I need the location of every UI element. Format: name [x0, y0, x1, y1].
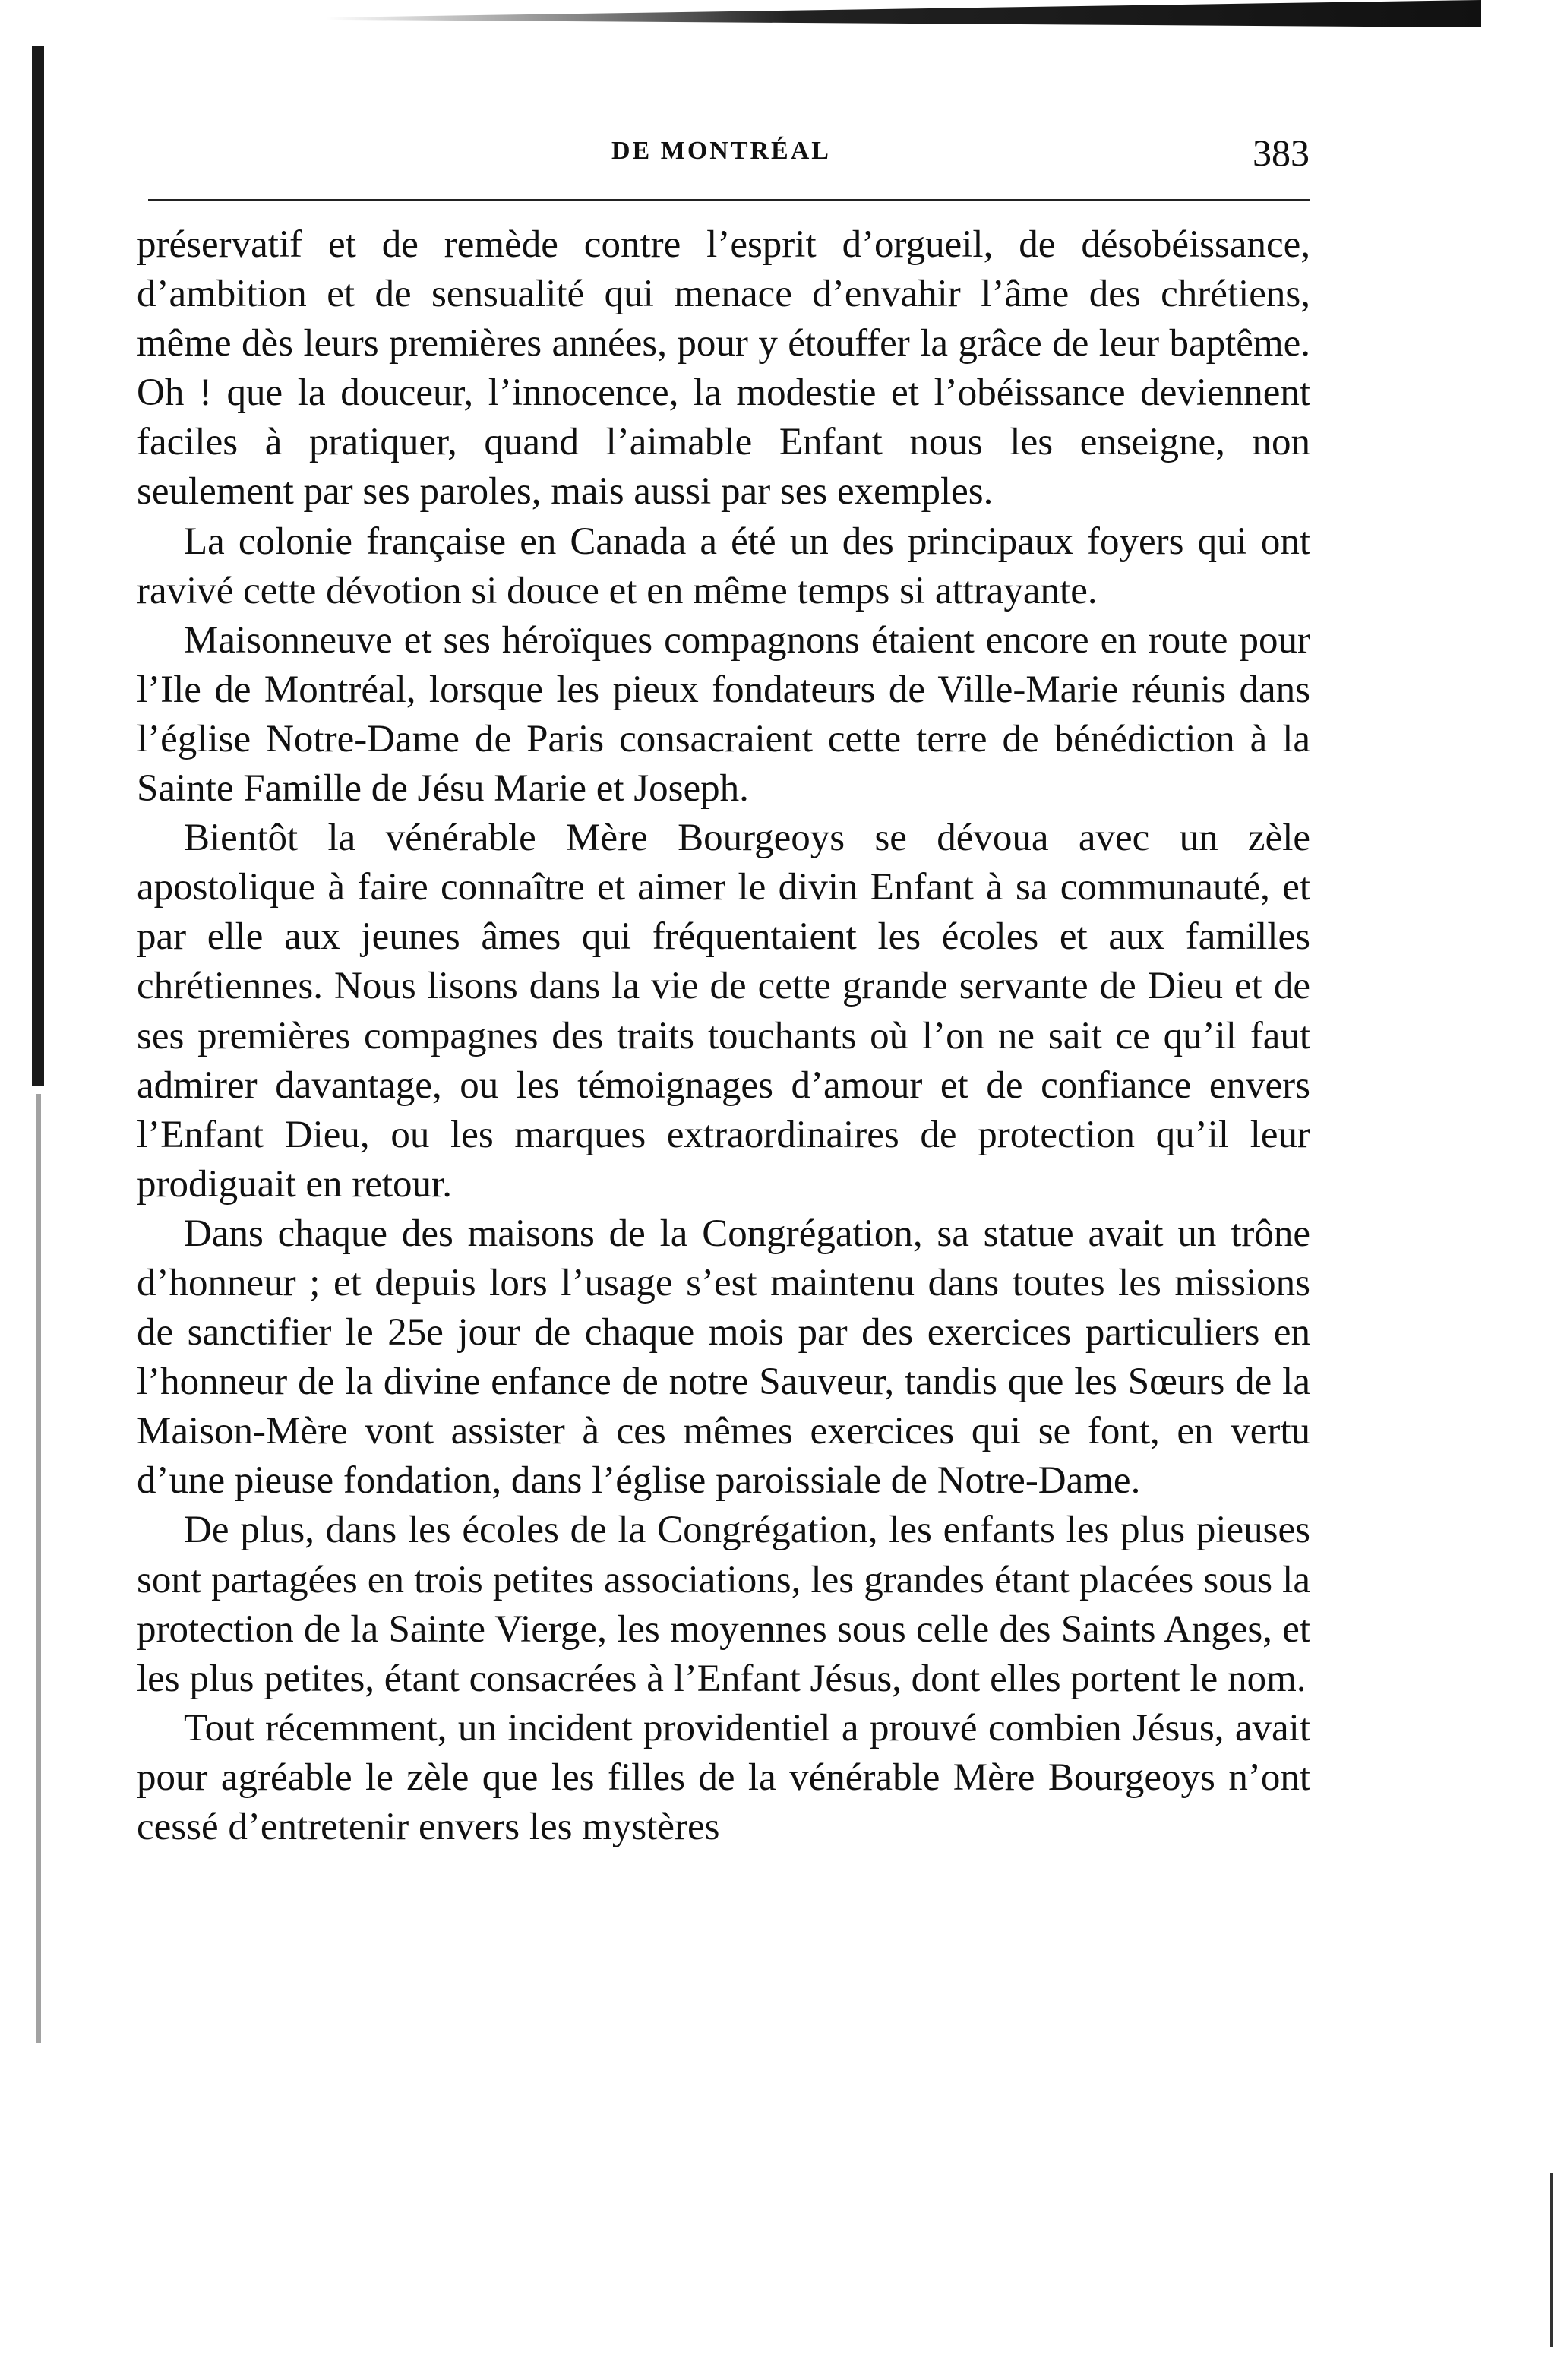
page-number: 383 [1253, 131, 1310, 174]
body-text [137, 220, 1310, 1852]
left-scan-border [32, 46, 44, 1086]
paragraph: Maisonneuve et ses héroïques compagnons étaient encore en route pour l’Ile de Montréal, lorsque les pieux fondateurs de Ville-Marie réunis dans l’église Notre-Dame de Paris consacraient cette terre de bénédiction à la Sainte Famille de Jésu Marie et Joseph. [137, 618, 1310, 811]
header-rule [148, 199, 1310, 201]
paragraph: Dans chaque des maisons de la Congrégation, sa statue avait un trône d’honneur ; et depuis lors l’usage s’est maintenu dans toutes les missions de sanctifier le 25e jour de chaque mois par des exercices particuliers en l’honneur de la divine enfance de notre Sauveur, tandis que les Sœurs de la Maison-Mère vont assister à ces mêmes exercices qui se font, en vertu d’une pieuse fondation, dans l’église paroissiale de Notre-Dame. [137, 1212, 1310, 1503]
left-scan-border-lower [36, 1094, 41, 2043]
top-scan-rule [327, 0, 1481, 27]
paragraph: La colonie française en Canada a été un des principaux foyers qui ont ravivé cette dévotion si douce et en même temps si attrayante. [137, 520, 1310, 612]
paragraph: Tout récemment, un incident providentiel a prouvé combien Jésus, avait pour agréable le zèle que les filles de la vénérable Mère Bourgeoys n’ont cessé d’entretenir envers les mystères [137, 1706, 1310, 1848]
page-header [144, 131, 1314, 176]
paragraph: Bientôt la vénérable Mère Bourgeoys se dévoua avec un zèle apostolique à faire connaître et aimer le divin Enfant à sa communauté, et par elle aux jeunes âmes qui fréquentaient les écoles et aux familles chrétiennes. Nous lisons dans la vie de cette grande servante de Dieu et de ses premières compagnes des traits touchants où l’on ne sait ce qu’il faut admirer davantage, ou les témoignages d’amour et de confiance envers l’Enfant Dieu, ou les marques extraordinaires de protection qu’il leur prodiguait en retour. [137, 817, 1310, 1206]
paragraph: préservatif et de remède contre l’esprit d’orgueil, de désobéissance, d’ambition et de sensualité qui menace d’envahir l’âme des chrétiens, même dès leurs premières années, pour y étouffer la grâce de leur baptême. Oh ! que la douceur, l’innocence, la modestie et l’obéissance deviennent faciles à pratiquer, quand l’aimable Enfant nous les enseigne, non seulement par ses paroles, mais aussi par ses exemples. [137, 223, 1310, 514]
paragraph: De plus, dans les écoles de la Congrégation, les enfants les plus pieuses sont partagées en trois petites associations, les grandes étant placées sous la protection de la Sainte Vierge, les moyennes sous celle des Saints Anges, et les plus petites, étant consacrées à l’Enfant Jésus, dont elles portent le nom. [137, 1509, 1310, 1700]
right-scan-border [1550, 2173, 1553, 2347]
running-title: DE MONTRÉAL [611, 137, 831, 165]
